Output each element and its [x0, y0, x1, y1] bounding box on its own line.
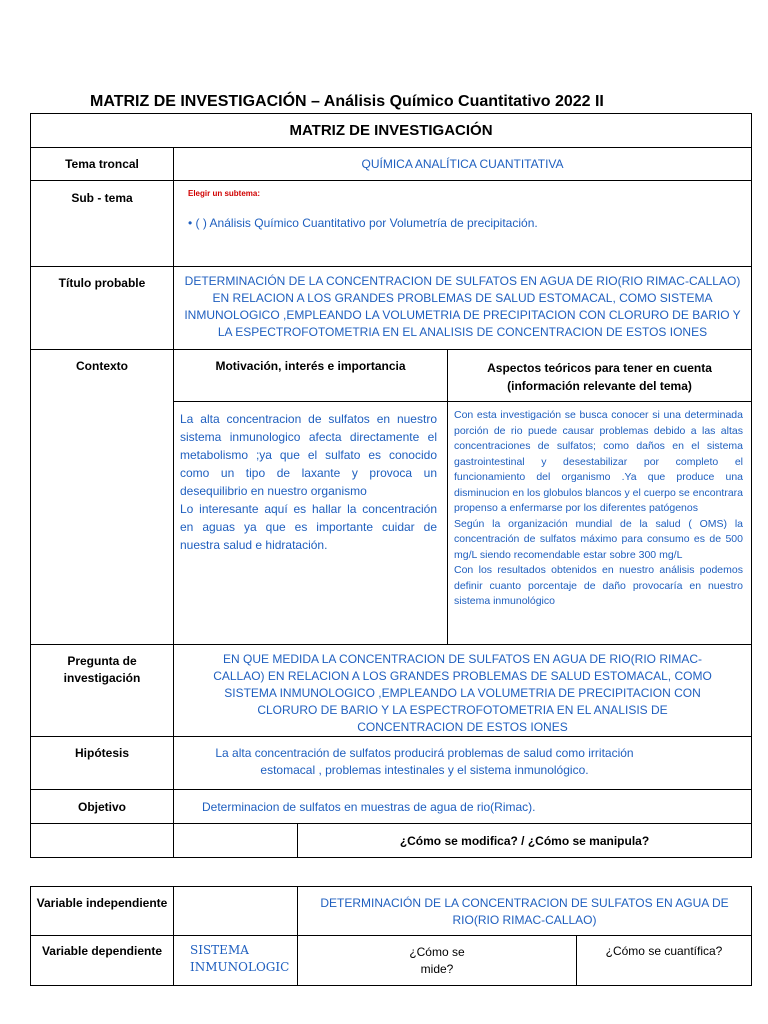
motivacion-header-cell — [174, 350, 448, 402]
modifica-question: ¿Cómo se modifica? / ¿Cómo se manipula? — [399, 833, 650, 848]
hipotesis-label: Hipótesis — [74, 746, 129, 760]
hipotesis-value-cell — [174, 737, 752, 790]
titulo-value-cell — [174, 267, 752, 350]
sub-tema-option: ( ) Análisis Químico Cuantitativo por Volumetría de precipitación. — [195, 216, 538, 230]
variable-independiente-empty-cell — [174, 887, 298, 936]
variable-independiente-value-cell — [298, 887, 752, 936]
pregunta-value-cell — [174, 645, 752, 737]
variable-dependiente-value-cell — [174, 936, 298, 986]
aspectos-paragraph-2: Según la organización mundial de la salud ( OMS) la concentración de sulfatos máximo para consumo es de 500 mg/L siendo recomendable estar sobre 300 mg/L — [454, 517, 743, 561]
titulo-value: DETERMINACIÓN DE LA CONCENTRACION DE SULFATOS EN AGUA DE RIO(RIO RIMAC-CALLAO) EN RELACION A LOS GRANDES PROBLEMAS DE SALUD ESTOMACAL, COMO SISTEMA INMUNOLOGICO ,EMPLEANDO LA VOLUMETRIA DE PRECIPITACION CON CLORURO DE BARIO Y LA ESPECTROFOTOMETRIA EN EL ANALISIS DE CONCENTRACION DE ESTOS IONES — [184, 274, 741, 339]
empty-cell-2 — [174, 824, 298, 858]
matrix-header-cell — [31, 114, 752, 148]
cuantifica-cell — [577, 936, 752, 986]
variable-independiente-value: DETERMINACIÓN DE LA CONCENTRACION DE SULFATOS EN AGUA DE RIO(RIO RIMAC-CALLAO) — [320, 896, 729, 927]
objetivo-label: Objetivo — [77, 799, 126, 814]
sub-tema-value-cell — [174, 181, 752, 267]
aspectos-paragraph-3: Con los resultados obtenidos en nuestro análisis podemos definir cuanto porcentaje de daño provocaría en nuestro sistema inmunológico — [454, 564, 743, 607]
document-title: MATRIZ DE INVESTIGACIÓN – Análisis Químico Cuantitativo 2022 II — [90, 93, 604, 110]
titulo-label-cell — [31, 267, 174, 350]
variable-dependiente-value: SISTEMA INMUNOLOGIC — [190, 943, 290, 974]
pregunta-label-cell — [31, 645, 174, 737]
pregunta-value: EN QUE MEDIDA LA CONCENTRACION DE SULFATOS EN AGUA DE RIO(RIO RIMAC-CALLAO) EN RELACION A LOS GRANDES PROBLEMAS DE SALUD ESTOMACAL, COMO SISTEMA INMUNOLOGICO ,EMPLEANDO LA VOLUMETRIA DE PRECIPITACION CON CLORURO DE BARIO Y LA ESPECTROFOTOMETRIA EN EL ANALISIS DE CONCENTRACION DE ESTOS IONES — [213, 652, 712, 734]
variable-dependiente-label: Variable dependiente — [41, 944, 163, 958]
objetivo-label-cell — [31, 790, 174, 824]
aspectos-cell — [448, 402, 752, 645]
research-matrix-table — [30, 113, 752, 858]
pregunta-label: Pregunta de investigación — [63, 654, 141, 685]
variables-table — [30, 886, 752, 986]
empty-cell-1 — [31, 824, 174, 858]
sub-tema-label-cell — [31, 181, 174, 267]
tema-troncal-label: Tema troncal — [65, 157, 139, 171]
bullet-icon: • — [188, 216, 193, 230]
cuantifica-question: ¿Cómo se cuantífica? — [605, 944, 723, 958]
motivacion-paragraph-1: La alta concentracion de sulfatos en nuestro sistema inmunologico afecta directamente el metabolismo ;ya que el sulfato es conocido como un tipo de laxante y provoca un desequilibrio en nuestro organismo — [180, 412, 437, 498]
mide-question: ¿Cómo se mide? — [409, 945, 465, 976]
mide-cell — [298, 936, 577, 986]
aspectos-paragraph-1: Con esta investigación se busca conocer si una determinada porción de rio puede causar problemas debido a las altas concentraciones de sulfatos; como daños en el sistema gastrointestinal y desestabilizar por completo el funcionamiento del organismo .Ya que produce una disminucion en los globulos blancos y el cuerpo se encontrara propenso a enfermarse por los diferentes patógenos — [454, 409, 743, 514]
modifica-cell — [298, 824, 752, 858]
tema-troncal-value: QUÍMICA ANALÍTICA CUANTITATIVA — [361, 156, 564, 171]
aspectos-header-cell — [448, 350, 752, 402]
contexto-label-cell — [31, 350, 174, 645]
variable-independiente-label-cell — [31, 887, 174, 936]
contexto-label: Contexto — [76, 359, 128, 373]
objetivo-value: Determinacion de sulfatos en muestras de agua de rio(Rimac). — [202, 799, 536, 814]
tema-troncal-value-cell — [174, 148, 752, 181]
hipotesis-label-cell — [31, 737, 174, 790]
matrix-header: MATRIZ DE INVESTIGACIÓN — [289, 121, 493, 139]
variable-dependiente-label-cell — [31, 936, 174, 986]
motivacion-cell — [174, 402, 448, 645]
aspectos-header: Aspectos teóricos para tener en cuenta (información relevante del tema) — [487, 361, 712, 393]
sub-tema-hint: Elegir un subtema: — [188, 189, 261, 198]
objetivo-value-cell — [174, 790, 752, 824]
motivacion-paragraph-2: Lo interesante aquí es hallar la concentración en aguas ya que es importante cuidar de nuestra salud e hidratación. — [180, 502, 437, 552]
motivacion-header: Motivación, interés e importancia — [215, 359, 406, 373]
tema-troncal-label-cell — [31, 148, 174, 181]
titulo-label: Título probable — [58, 276, 146, 290]
variable-independiente-label: Variable independiente — [36, 896, 168, 910]
hipotesis-value: La alta concentración de sulfatos producirá problemas de salud como irritación estomacal , problemas intestinales y el sistema inmunológico. — [215, 746, 634, 777]
sub-tema-label: Sub - tema — [71, 191, 133, 205]
